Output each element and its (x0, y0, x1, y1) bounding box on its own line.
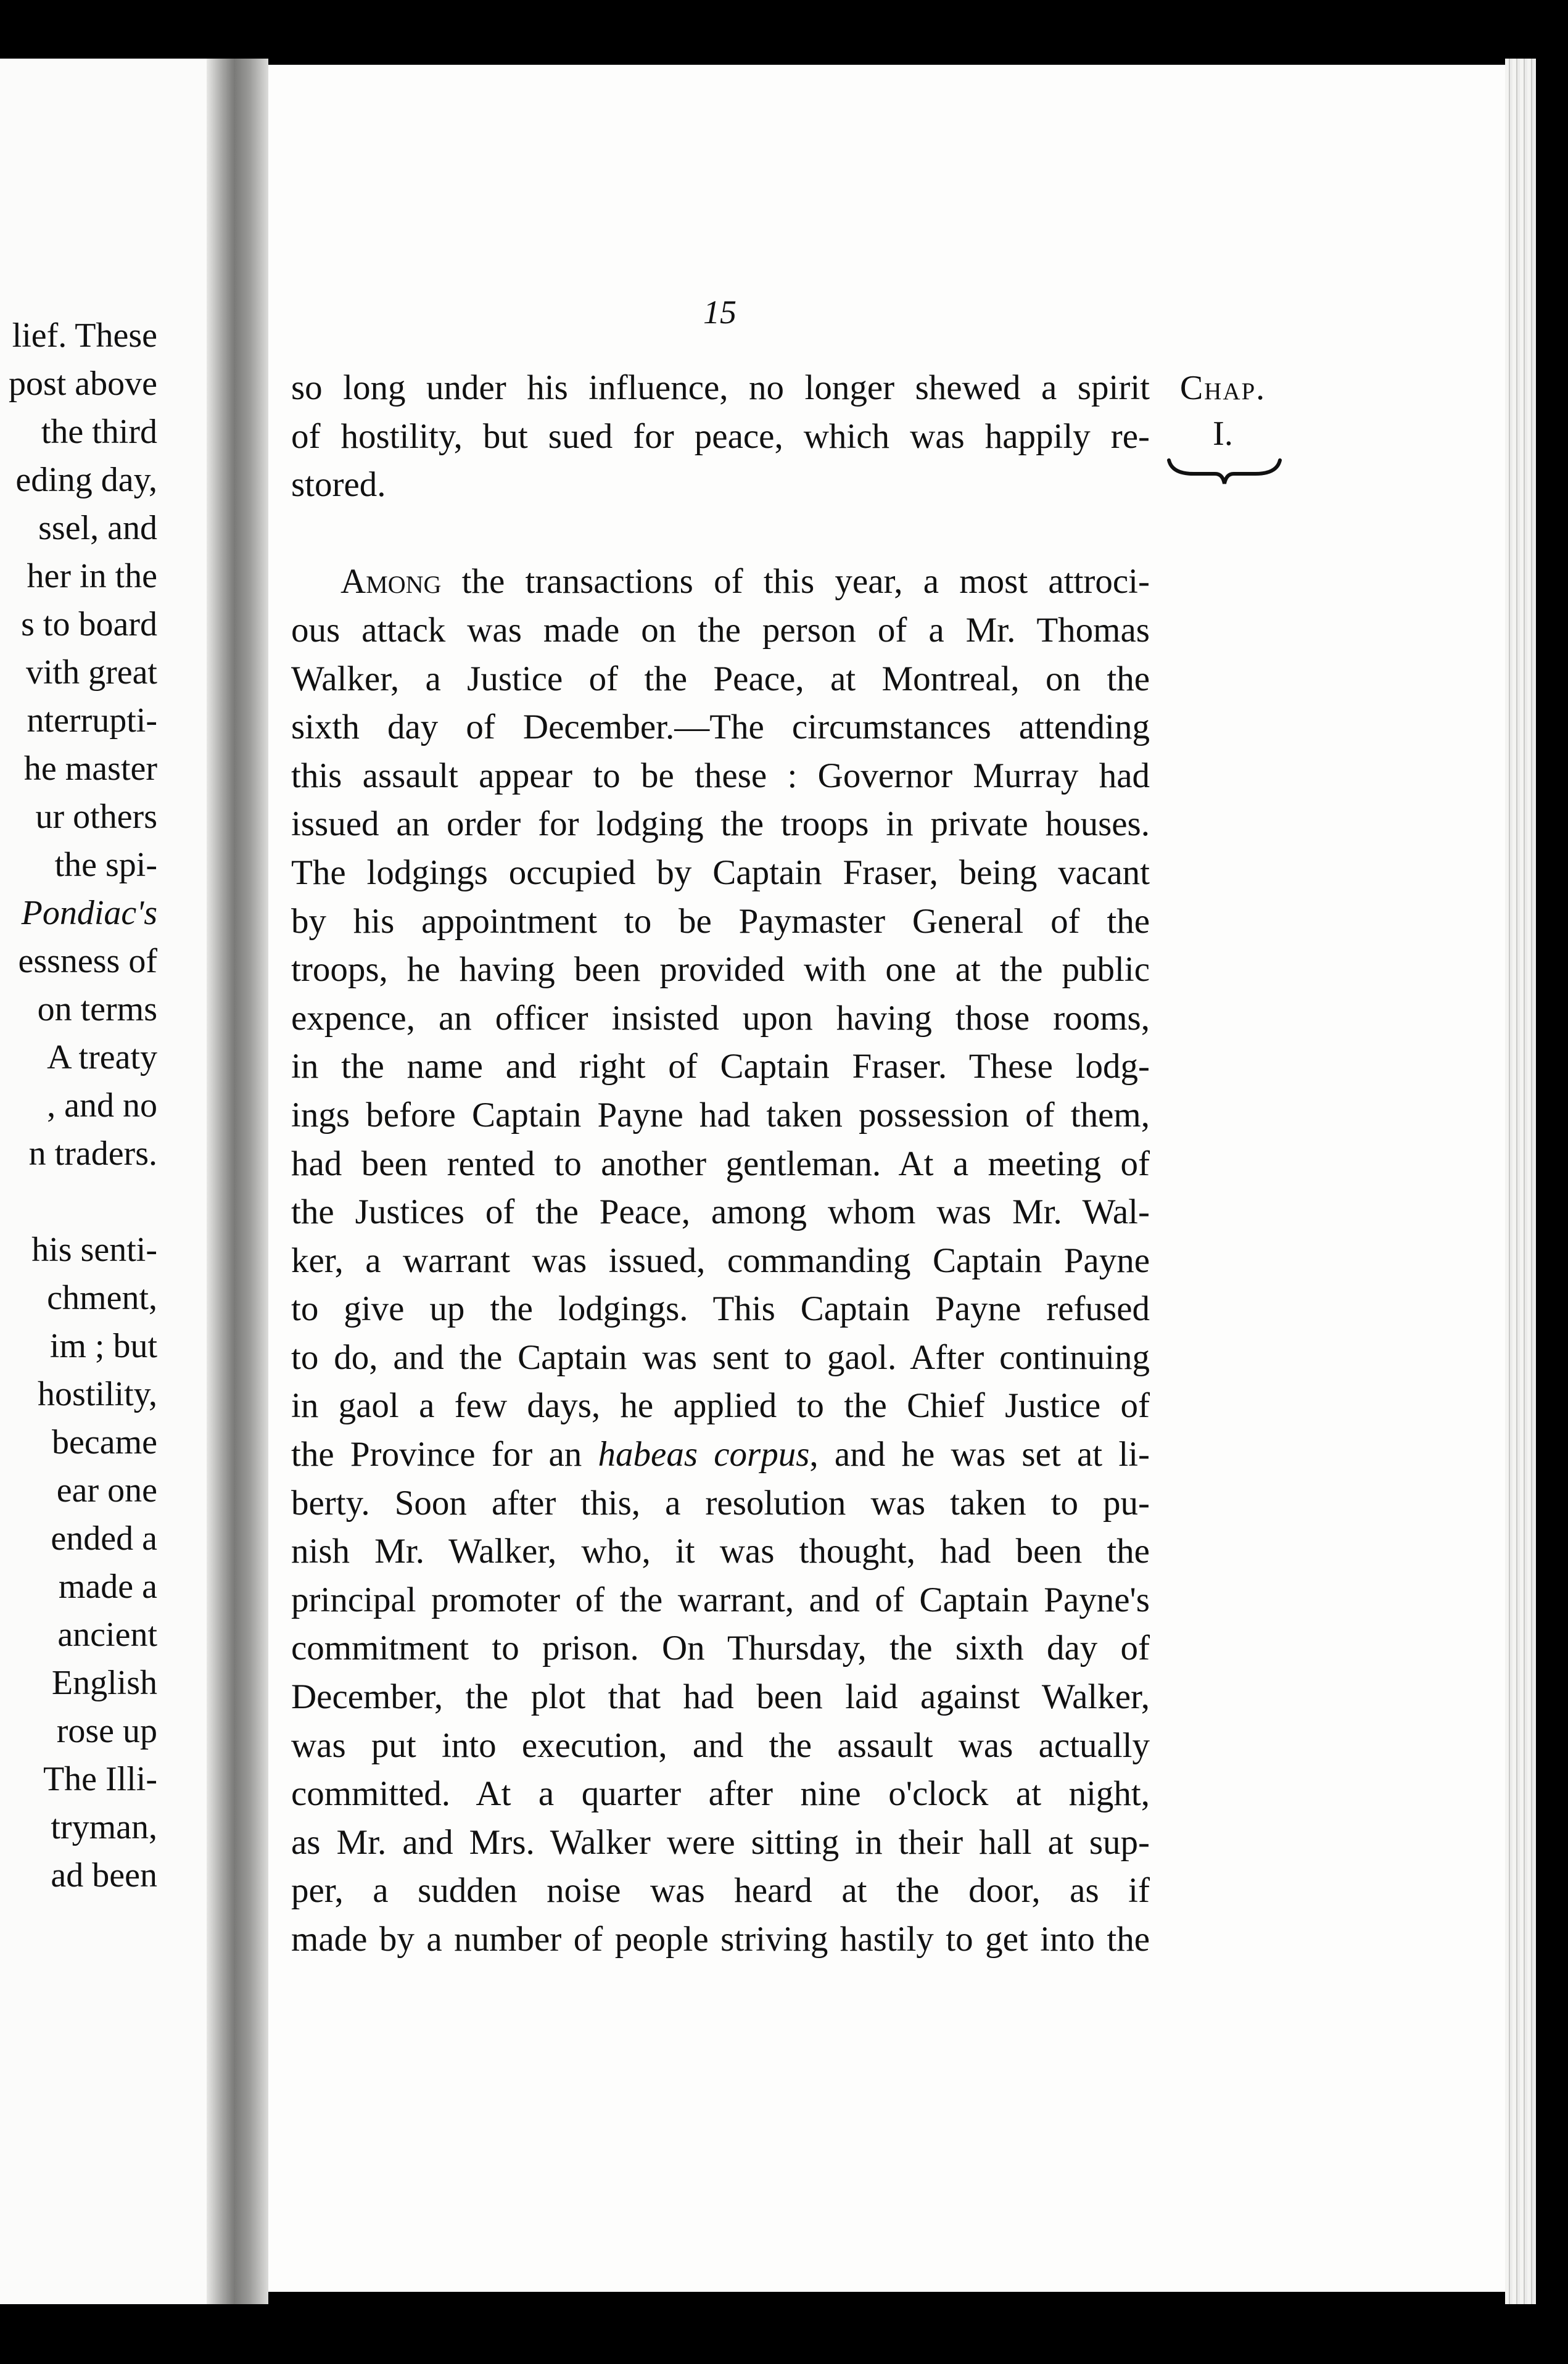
lead-word: Among (340, 562, 442, 601)
left-line: eding day, (15, 461, 157, 499)
left-line: English (51, 1664, 157, 1702)
text-line: The lodgings occupied by Captain Fraser, being vacant (291, 853, 1150, 892)
text-line: of hostility, but sued for peace, which was happily re- (291, 416, 1150, 456)
text-line: principal promoter of the warrant, and of Captain Payne's (291, 1580, 1150, 1619)
text-line: per, a sudden noise was heard at the door, as if (291, 1871, 1150, 1911)
text-line: this assault appear to be these : Governor Murray had (291, 756, 1150, 795)
text-line: to give up the lodgings. This Captain Payne refused (291, 1289, 1150, 1329)
text-line: to do, and the Captain was sent to gaol. After continuing (291, 1337, 1150, 1377)
left-line: , and no (47, 1086, 157, 1125)
text-line: stored. (291, 465, 386, 505)
left-line: ended a (51, 1519, 157, 1558)
left-line: post above (8, 365, 157, 403)
text-line: committed. At a quarter after nine o'clock at night, (291, 1774, 1150, 1814)
text-line: so long under his influence, no longer shewed a spirit (291, 368, 1150, 407)
book-gutter-shadow (207, 59, 268, 2304)
text-line: ker, a warrant was issued, commanding Captain Payne (291, 1241, 1150, 1280)
text-run: the Province for an (291, 1435, 598, 1474)
main-text (291, 364, 1150, 1964)
text-line: expence, an officer insisted upon having those rooms, (291, 998, 1150, 1038)
text-run: , and he was set at li- (809, 1435, 1150, 1474)
text-line: issued an order for lodging the troops in private houses. (291, 804, 1150, 844)
chapter-label: Chap. (1179, 369, 1266, 407)
text-line: nish Mr. Walker, who, it was thought, had been the (291, 1532, 1150, 1571)
text-line: Walker, a Justice of the Peace, at Montreal, on the (291, 659, 1150, 698)
left-line: ur others (35, 798, 157, 836)
left-line: The Illi- (43, 1760, 157, 1798)
text-line: troops, he having been provided with one at the public (291, 950, 1150, 990)
left-line: rose up (56, 1712, 157, 1750)
left-line: made a (58, 1568, 157, 1606)
left-line: vith great (25, 653, 157, 692)
left-line: ad been (51, 1856, 157, 1895)
left-line: A treaty (47, 1038, 157, 1077)
left-line: ancient (57, 1616, 157, 1654)
text-line: had been rented to another gentleman. At a meeting of (291, 1144, 1150, 1183)
left-line: on terms (37, 990, 157, 1028)
left-line: hostility, (38, 1375, 157, 1413)
left-line: ssel, and (38, 509, 157, 547)
text-line: sixth day of December.—The circumstances attending (291, 708, 1150, 747)
text-line: made by a number of people striving hastily to get into the (291, 1920, 1150, 1959)
italic-phrase: habeas corpus (598, 1435, 810, 1474)
left-line: nterrupti- (27, 701, 157, 740)
left-line: n traders. (28, 1134, 157, 1173)
text-line: ous attack was made on the person of a Mr. Thomas (291, 610, 1150, 650)
curly-brace-icon (1166, 455, 1283, 486)
left-line: ear one (56, 1471, 157, 1510)
left-line: tryman, (51, 1808, 157, 1846)
left-line: s to board (21, 605, 157, 643)
text-line (291, 1431, 1150, 1479)
text-line: in the name and right of Captain Fraser. These lodg- (291, 1047, 1150, 1086)
left-line: chment, (47, 1279, 157, 1317)
left-page-text (9, 312, 157, 1899)
text-line: ings before Captain Payne had taken possession of them, (291, 1095, 1150, 1134)
text-line (291, 558, 1150, 606)
left-line: the third (41, 413, 157, 451)
left-line-gap (9, 1178, 157, 1226)
left-line: lief. These (12, 316, 157, 355)
text-line: berty. Soon after this, a resolution was taken to pu- (291, 1483, 1150, 1523)
text-line: was put into execution, and the assault was actually (291, 1725, 1150, 1765)
text-line: December, the plot that had been laid against Walker, (291, 1677, 1150, 1717)
paragraph-gap (291, 510, 1150, 558)
left-line: Pondiac's (21, 894, 157, 932)
left-line: im ; but (49, 1327, 157, 1365)
left-facing-page (0, 59, 207, 2304)
text-line: in gaol a few days, he applied to the Chief Justice of (291, 1386, 1150, 1426)
text-line: the Justices of the Peace, among whom was Mr. Wal- (291, 1192, 1150, 1232)
text-line: commitment to prison. On Thursday, the sixth day of (291, 1629, 1150, 1668)
text-run: the transactions of this year, a most attroci- (441, 562, 1150, 601)
page-number: 15 (703, 294, 737, 331)
text-line: by his appointment to be Paymaster General of the (291, 901, 1150, 941)
page-edge (1505, 59, 1536, 2304)
margin-chapter-heading (1166, 364, 1280, 486)
chapter-number: I. (1213, 415, 1233, 453)
left-line: his senti- (31, 1231, 157, 1269)
text-line: as Mr. and Mrs. Walker were sitting in their hall at sup- (291, 1822, 1150, 1862)
left-line: became (52, 1423, 157, 1461)
left-line: essness of (18, 942, 157, 980)
left-line: the spi- (54, 846, 157, 884)
left-line: he master (23, 750, 157, 788)
left-line: her in the (27, 557, 157, 595)
